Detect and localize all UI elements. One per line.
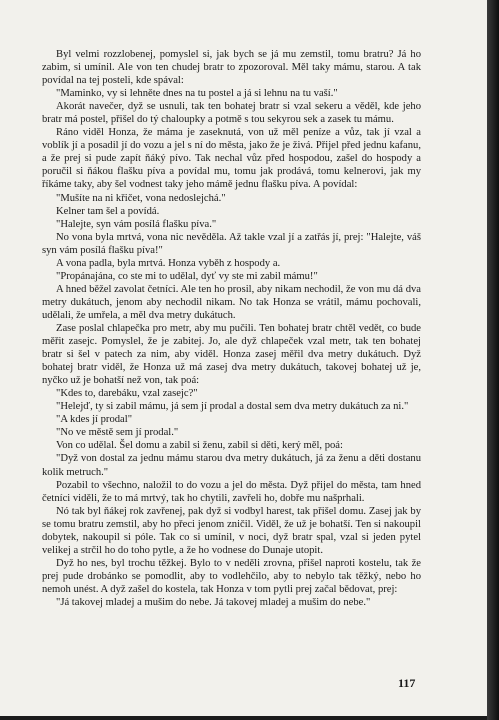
paragraph: Pozabil to všechno, naložil to do vozu a jel do města. Dyž přijel do města, tam hned četníci viděli, že to má mrtvý, tak ho chytili, zavřeli ho, dobře mu našprhali.: [42, 479, 421, 504]
paragraph: "Helejď, ty si zabil mámu, já sem jí prodal a dostal sem dva metry dukátuch za ni.": [56, 401, 409, 413]
body-text: [42, 48, 421, 609]
paragraph: No vona byla mrtvá, vona nic nevěděla. Až takle vzal jí a zatřás jí, prej: "Halejte, váš syn vám posílá flašku píva!": [42, 231, 421, 256]
paragraph: Von co udělal. Šel domu a zabil si ženu, zabil si děti, kerý měl, poá:: [56, 440, 343, 452]
paragraph: A vona padla, byla mrtvá. Honza vyběh z hospody a.: [56, 257, 281, 269]
paragraph: "Mušíte na ni křičet, vona nedoslejchá.": [56, 192, 226, 204]
page-number: 117: [398, 676, 416, 690]
paragraph: "Kdes to, darebáku, vzal zasejc?": [56, 388, 198, 400]
paragraph: "Dyž von dostal za jednu mámu starou dva metry dukátuch, já za ženu a děti dostanu kolik metruch.": [42, 453, 421, 478]
paragraph: A hned běžel zavolat četníci. Ale ten ho prosil, aby nikam nechodil, že von mu dá dva metry dukátuch, jenom aby nechodil nikam. No tak Honza se vrátil, mámu pochovali, udělali, že umřela, a měl dva metry dukátuch.: [42, 283, 421, 321]
book-spine-edge: [487, 0, 499, 720]
paragraph: "A kdes jí prodal": [56, 414, 133, 426]
paragraph: Ráno viděl Honza, že máma je zaseknutá, von už měl peníze a vůz, tak jí vzal a voblík jí a posadil jí do vozu a jel s ní do města, jako že je živá. Přijel před jednu kafanu, a že prej si pude zapít ňáký pívo. Tak nechal vůz před hospodou, zašel do hospody a poručil si ňákou flašku píva a povídal mu, tomu jak prodává, tomu kelnerovi, jak my říkáme taky, aby šel vodnest taky jeho mámě jednu flašku píva. A povídal:: [42, 127, 421, 191]
paragraph: Byl velmi rozzlobenej, pomyslel si, jak bych se já mu zemstil, tomu bratru? Já ho zabim, si umínil. Ale von ten chudej bratr to zpozoroval. Měl taky mámu, starou. A tak povídal na tej posteli, kde spával:: [42, 49, 421, 87]
paragraph: Kelner tam šel a povídá.: [56, 205, 160, 217]
paragraph: Akorát navečer, dyž se usnuli, tak ten bohatej bratr si vzal sekeru a věděl, kde jeho bratr má postel, přišel do tý chaloupky a potmě s tou sekyrou sek a zasek tu mámu.: [42, 101, 421, 126]
paragraph: Zase poslal chlapečka pro metr, aby mu pučili. Ten bohatej bratr chtěl vedět, co bude měřit zasejc. Pomyslel, že je zabitej. Jo, ale dyž chlapeček vzal metr, tak ten bohatej bratr si šel v patech za nim, aby viděl. Honza zasej měřil dva metry dukátuch. Dyž bohatej bratr viděl, že Honza už má zasej dva metry dukátuch, takovej bohatej už je, nyčko už je bohatší než von, tak poá:: [42, 322, 421, 387]
paragraph: "No ve městě sem jí prodal.": [56, 427, 179, 439]
paragraph: "Já takovej mladej a mušim do nebe. Já takovej mladej a mušim do nebe.": [56, 596, 371, 608]
paragraph: Dyž ho nes, byl trochu těžkej. Bylo to v neděli zrovna, přišel naproti kostelu, tak že prej pude drobánko se pomodlit, aby to vodlehčilo, aby to nebylo tak těžký, nebo ho nemoh unést. A dyž zašel do kostela, tak Honza v tom pytli prej začal bědovat, prej:: [42, 557, 421, 595]
paragraph: "Halejte, syn vám posílá flašku píva.": [56, 218, 217, 230]
paragraph: Nó tak byl ňákej rok zavřenej, pak dyž si vodbyl harest, tak přišel domu. Zasej jak by se tomu bratru zemstil, aby ho přeci jenom zničil. Viděl, že už je bohatší. Ten si nakoupil dobytek, nakoupil si póle. Tak co si umínil, v noci, dyž bratr spal, vzal si jeden pytel velikej a strčil ho do toho pytle, a že ho vodnese do Dunaje utopit.: [42, 505, 421, 556]
paragraph: "Propánajána, co ste mi to udělal, dyť vy ste mi zabil mámu!": [56, 270, 318, 282]
paragraph: "Maminko, vy si lehněte dnes na tu postel a já si lehnu na tu vaší.": [56, 88, 338, 100]
